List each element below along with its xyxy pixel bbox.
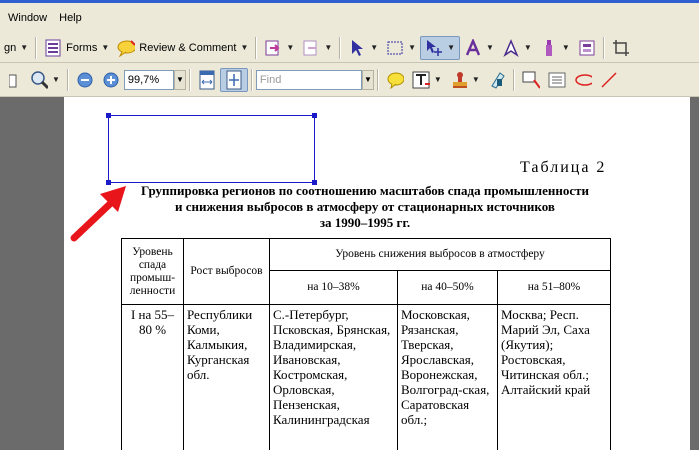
cell-level: I на 55–80 % [122, 305, 184, 450]
highlight-icon [488, 71, 506, 89]
touchup-tool-button[interactable] [536, 36, 574, 60]
sticky-note-icon [386, 71, 404, 89]
toolbar-tasks [0, 33, 699, 63]
review-comment-button[interactable] [113, 36, 252, 60]
marquee-select-icon [386, 39, 404, 57]
header-emission-reduction: Уровень снижения выбросов в атмостферу [270, 239, 611, 271]
object-select-tool-button[interactable] [420, 36, 460, 60]
toolbar-separator [603, 37, 605, 59]
callout-icon [522, 71, 540, 89]
zoom-out-button[interactable] [72, 68, 98, 92]
stamp-tool-button[interactable] [446, 68, 484, 92]
chevron-down-icon[interactable]: ▼ [523, 43, 532, 52]
text-a-icon [464, 39, 482, 57]
line-icon [600, 71, 618, 89]
caption-line: за 1990–1995 гг. [319, 215, 411, 230]
zoom-tool-button[interactable] [26, 68, 64, 92]
hand-tool-button[interactable] [0, 68, 26, 92]
toolbar-separator [189, 69, 191, 91]
hand-icon [4, 71, 22, 89]
extract-pages-button[interactable] [260, 36, 298, 60]
selection-handle-top-right[interactable] [312, 113, 317, 118]
header-col-51-80: на 51–80% [498, 271, 611, 305]
cell-col-51-80: Москва; Респ. Марий Эл, Саха (Якутия); Ростовская, Читинская обл.; Алтайский край [498, 305, 611, 450]
chevron-down-icon[interactable]: ▼ [286, 43, 295, 52]
zoom-level-input[interactable]: 99,7% [124, 70, 174, 90]
menu-help[interactable]: Help [59, 12, 82, 24]
header-industry-decline: Уровень спада промыш-ленности [122, 239, 184, 305]
text-edit-tool-button[interactable] [408, 68, 446, 92]
chevron-down-icon[interactable]: ▼ [408, 43, 417, 52]
table-number: Таблица 2 [520, 159, 607, 176]
chevron-down-icon[interactable]: ▼ [240, 43, 249, 52]
data-table [121, 238, 611, 450]
review-comment-icon [117, 39, 135, 57]
table-row [122, 305, 611, 450]
chevron-down-icon[interactable]: ▼ [471, 75, 480, 84]
textbox-icon [548, 71, 566, 89]
chevron-down-icon: ▼ [363, 75, 372, 84]
sign-button[interactable] [0, 36, 32, 60]
line-tool-button[interactable] [596, 68, 622, 92]
chevron-down-icon[interactable]: ▼ [20, 43, 29, 52]
find-input[interactable]: Find [256, 70, 362, 90]
stamp-icon [450, 71, 468, 89]
toolbar-separator [35, 37, 37, 59]
zoom-dropdown-button[interactable] [174, 70, 186, 90]
page-insert-icon [302, 39, 320, 57]
table-caption [110, 183, 620, 231]
selection-rectangle[interactable] [108, 115, 315, 183]
note-tool-button[interactable] [382, 68, 408, 92]
page-extract-icon [264, 39, 282, 57]
highlight-tool-button[interactable] [484, 68, 510, 92]
menu-window[interactable]: Window [8, 12, 48, 24]
toolbar-separator [255, 37, 257, 59]
caption-line: и снижения выбросов в атмосферу от стационарных источников [175, 199, 555, 214]
header-col-10-38: на 10–38% [270, 271, 398, 305]
fit-page-button[interactable] [220, 68, 248, 92]
form-field-button[interactable] [574, 36, 600, 60]
table-header-row [122, 239, 611, 271]
header-col-40-50: на 40–50% [398, 271, 498, 305]
chevron-down-icon[interactable]: ▼ [101, 43, 110, 52]
menu-bar [0, 3, 699, 33]
pen-tool-button[interactable] [498, 36, 536, 60]
crop-tool-button[interactable] [608, 36, 634, 60]
toolbar-separator [339, 37, 341, 59]
forms-label: Forms [66, 41, 98, 54]
marquee-tool-button[interactable] [382, 36, 420, 60]
zoom-in-button[interactable] [98, 68, 124, 92]
chevron-down-icon[interactable]: ▼ [486, 43, 494, 52]
touchup-icon [540, 39, 558, 57]
form-field-icon [578, 39, 596, 57]
selection-handle-top-left[interactable] [106, 113, 111, 118]
toolbar-separator [377, 69, 379, 91]
cell-col-40-50: Московская, Рязанская, Тверская, Ярославская, Воронежская, Волгоград-ская, Саратовская обл.; [398, 305, 498, 450]
fit-page-icon [225, 71, 243, 89]
toolbar-separator [251, 69, 253, 91]
toolbar-separator [513, 69, 515, 91]
toolbar-separator [67, 69, 69, 91]
pen-nib-icon [502, 39, 520, 57]
chevron-down-icon[interactable]: ▼ [447, 43, 455, 52]
text-tool-button[interactable] [460, 36, 498, 60]
forms-button[interactable] [40, 36, 113, 60]
select-tool-button[interactable] [344, 36, 382, 60]
find-dropdown-button[interactable] [362, 70, 374, 90]
zoom-out-icon [76, 71, 94, 89]
insert-pages-button[interactable] [298, 36, 336, 60]
cell-col-10-38: С.-Петербург, Псковская, Брянская, Владимирская, Ивановская, Костромская, Орловская, Пензенская, Калининградская [270, 305, 398, 450]
magnifier-icon [30, 71, 48, 89]
chevron-down-icon[interactable]: ▼ [370, 43, 379, 52]
chevron-down-icon: ▼ [175, 75, 184, 84]
zoom-in-icon [102, 71, 120, 89]
header-emission-growth: Рост выбросов [184, 239, 270, 305]
fit-width-button[interactable] [194, 68, 220, 92]
textbox-tool-button[interactable] [544, 68, 570, 92]
review-comment-label: Review & Comment [139, 41, 237, 54]
cloud-icon [574, 71, 592, 89]
callout-tool-button[interactable] [518, 68, 544, 92]
cell-growth: Республики Коми, Калмыкия, Курганская обл. [184, 305, 270, 450]
caption-line: Группировка регионов по соотношению масштабов спада промышленности [141, 183, 589, 198]
cloud-tool-button[interactable] [570, 68, 596, 92]
sign-label: gn [4, 41, 17, 54]
chevron-down-icon[interactable]: ▼ [433, 75, 442, 84]
chevron-down-icon[interactable]: ▼ [52, 75, 60, 84]
text-edit-icon [412, 71, 430, 89]
forms-icon [44, 39, 62, 57]
cursor-arrow-icon [348, 39, 366, 57]
object-select-icon [425, 39, 443, 57]
fit-width-icon [198, 71, 216, 89]
toolbar-view [0, 63, 699, 97]
chevron-down-icon[interactable]: ▼ [561, 43, 570, 52]
chevron-down-icon[interactable]: ▼ [324, 43, 333, 52]
crop-icon [612, 39, 630, 57]
